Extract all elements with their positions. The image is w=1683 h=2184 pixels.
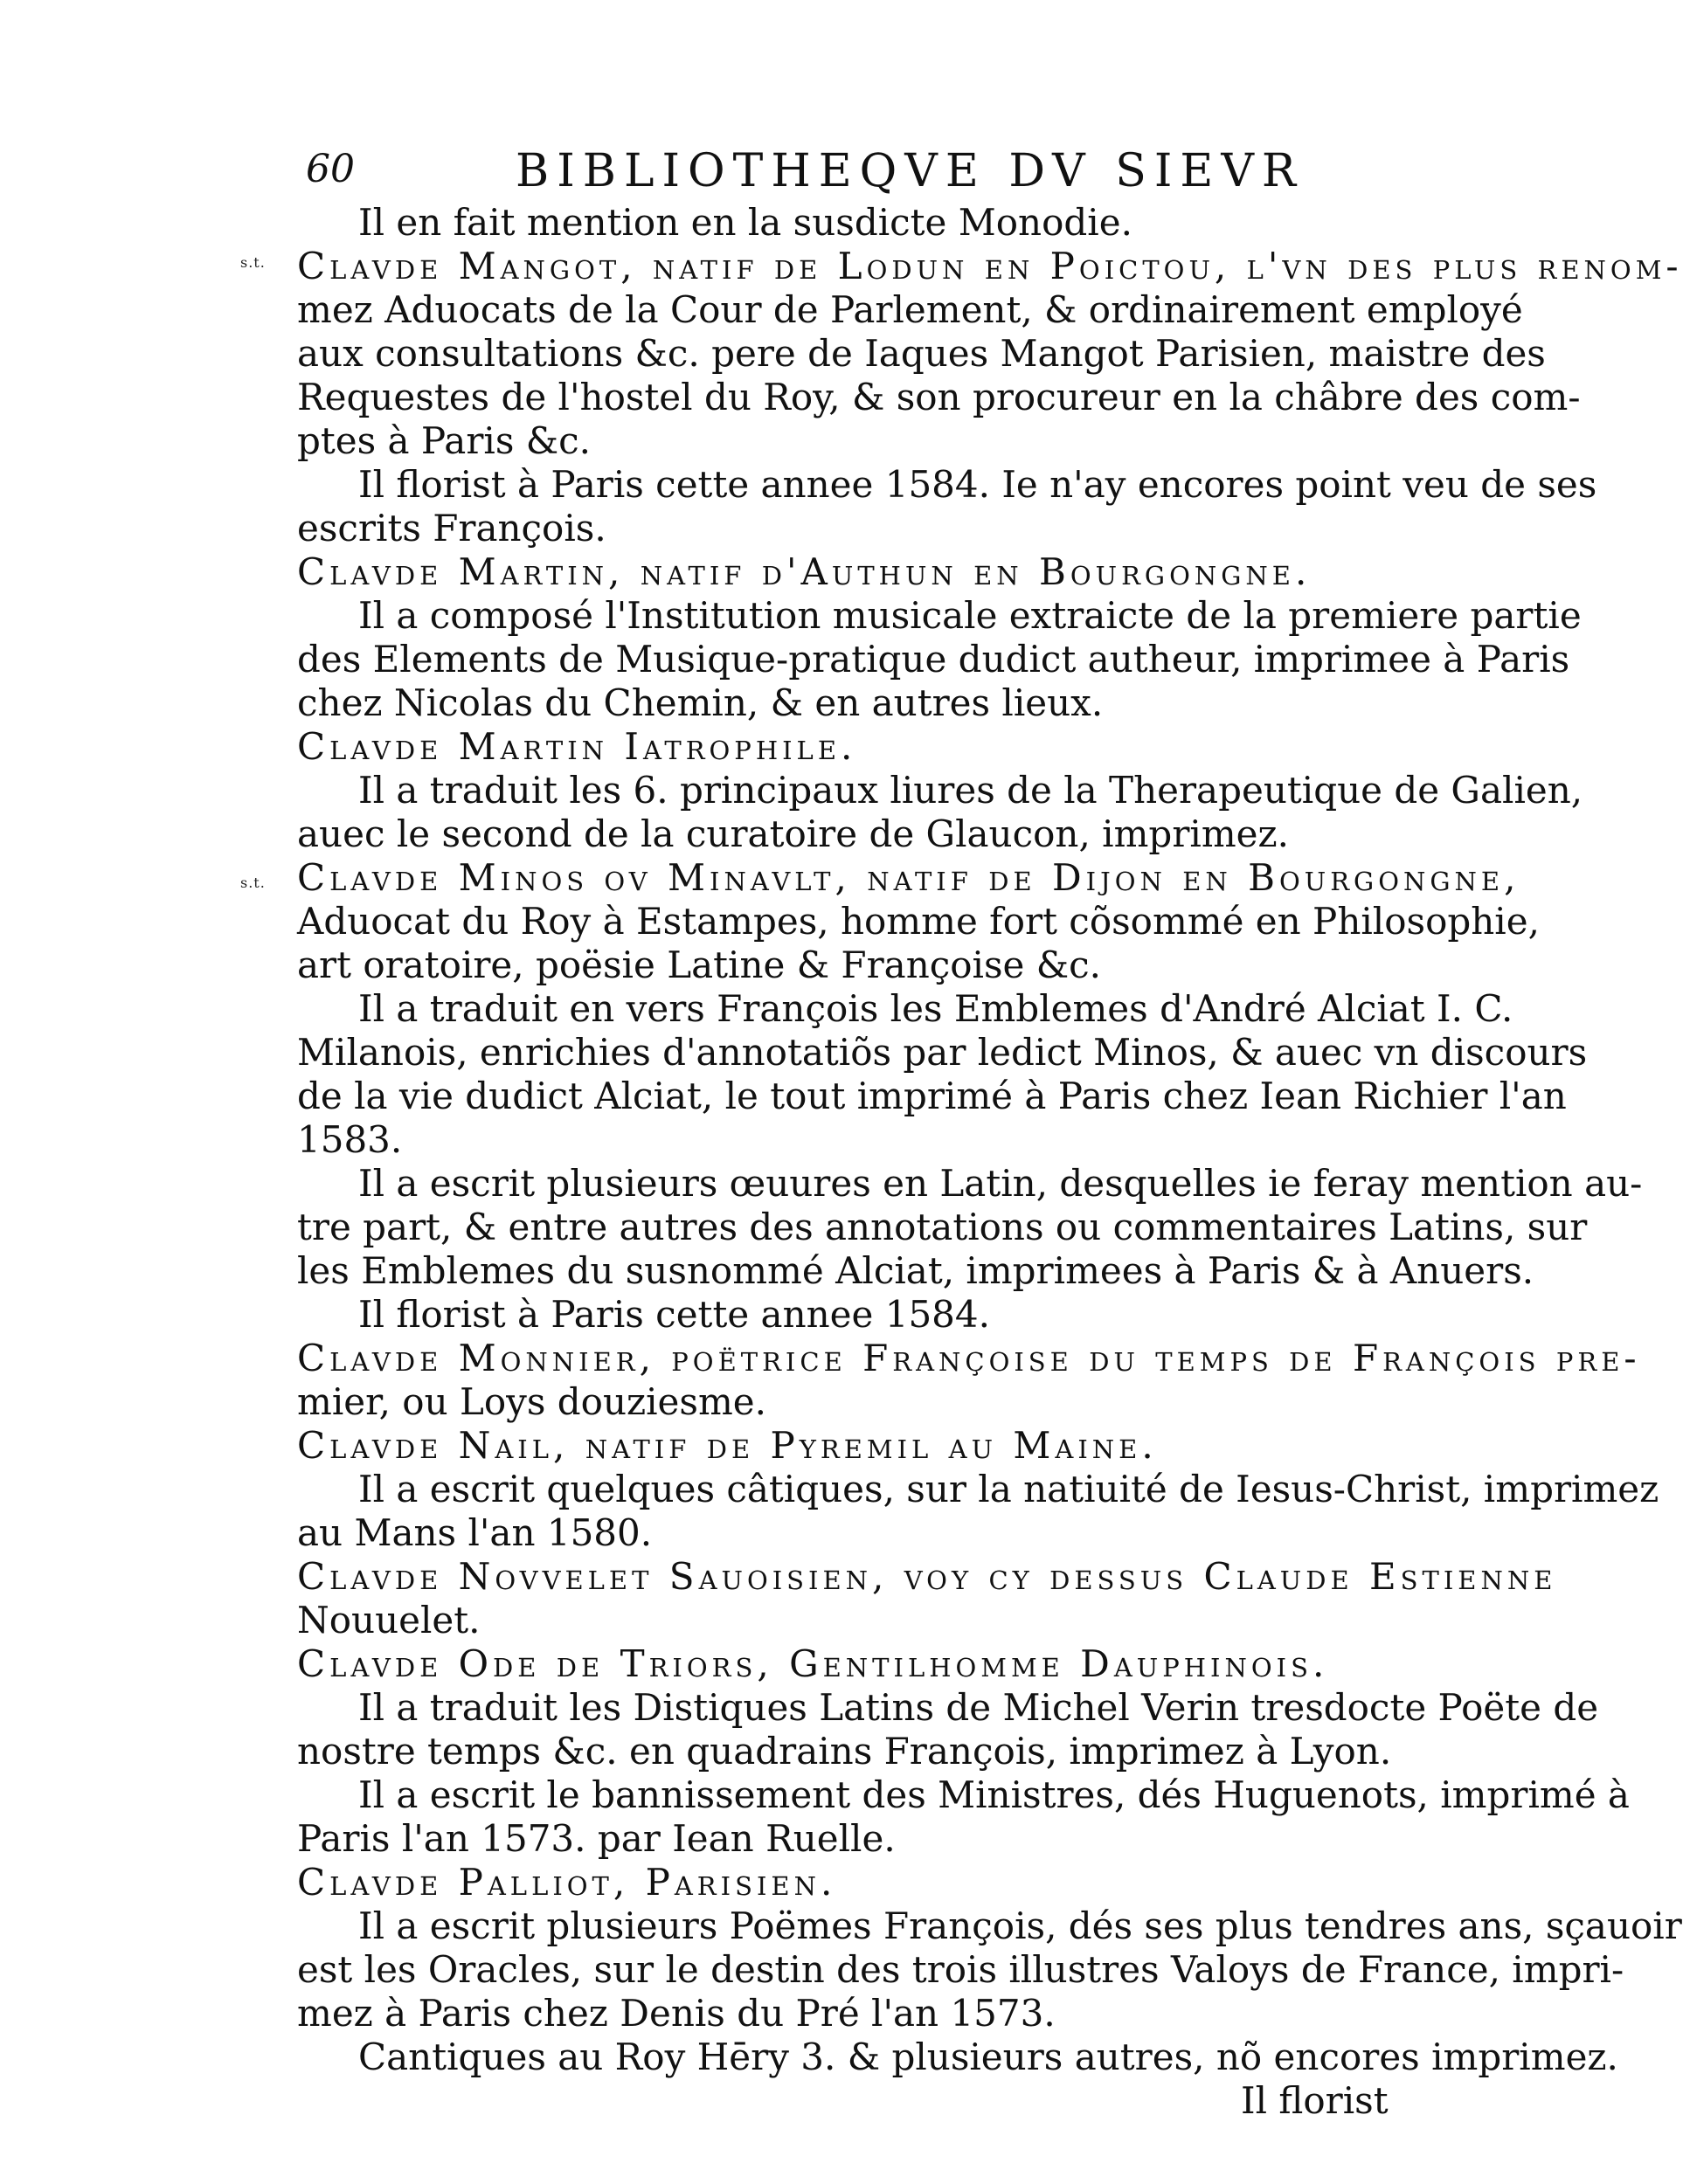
entry-heading: Clavde Nail, natif de Pyremil au Maine. bbox=[297, 1424, 1158, 1467]
entry-heading: Clavde Novvelet Sauoisien, voy cy dessus Claude Estienne bbox=[297, 1555, 1557, 1598]
text-line: Il en fait mention en la susdicte Monodie. bbox=[358, 201, 1132, 244]
text-line: Il a escrit quelques câtiques, sur la natiuité de Iesus-Christ, imprimez bbox=[358, 1468, 1659, 1510]
entry-heading: Clavde Mangot, natif de Lodun en Poictou, l'vn des plus renom- bbox=[297, 245, 1683, 287]
entry-heading: Clavde Minos ov Minavlt, natif de Dijon en Bourgongne, bbox=[297, 856, 1520, 899]
page-number: 60 bbox=[306, 147, 355, 191]
text-line: Aduocat du Roy à Estampes, homme fort cõsommé en Philosophie, bbox=[297, 900, 1540, 943]
text-line: Il a traduit les 6. principaux liures de la Therapeutique de Galien, bbox=[358, 769, 1583, 812]
text-line: mez Aduocats de la Cour de Parlement, & ordinairement employé bbox=[297, 288, 1523, 331]
margin-note: s.t. bbox=[240, 254, 266, 271]
text-line: 1583. bbox=[297, 1118, 403, 1161]
text-line: chez Nicolas du Chemin, & en autres lieux. bbox=[297, 681, 1104, 724]
text-line: Il a traduit en vers François les Emblemes d'André Alciat I. C. bbox=[358, 987, 1513, 1030]
text-line: Requestes de l'hostel du Roy, & son procureur en la châbre des com- bbox=[297, 376, 1581, 418]
text-line: au Mans l'an 1580. bbox=[297, 1511, 653, 1554]
text-line: de la vie dudict Alciat, le tout imprimé à Paris chez Iean Richier l'an bbox=[297, 1075, 1567, 1117]
text-line: Cantiques au Roy Hēry 3. & plusieurs autres, nõ encores imprimez. bbox=[358, 2035, 1618, 2078]
text-line: Nouuelet. bbox=[297, 1599, 481, 1641]
text-line: mez à Paris chez Denis du Pré l'an 1573. bbox=[297, 1992, 1056, 2035]
entry-heading: Clavde Martin, natif d'Authun en Bourgongne. bbox=[297, 550, 1312, 593]
text-line: tre part, & entre autres des annotations ou commentaires Latins, sur bbox=[297, 1206, 1588, 1248]
running-title: BIBLIOTHEQVE DV SIEVR bbox=[516, 145, 1305, 197]
page-header bbox=[306, 147, 1398, 208]
entry-heading: Clavde Martin Iatrophile. bbox=[297, 725, 857, 768]
text-line: art oratoire, poësie Latine & Françoise &c. bbox=[297, 943, 1102, 986]
text-line: mier, ou Loys douziesme. bbox=[297, 1380, 766, 1423]
text-line: Paris l'an 1573. par Iean Ruelle. bbox=[297, 1817, 896, 1860]
text-line: Il a escrit plusieurs œuures en Latin, desquelles ie feray mention au- bbox=[358, 1162, 1643, 1205]
text-line: Il a traduit les Distiques Latins de Michel Verin tresdocte Poëte de bbox=[358, 1686, 1599, 1729]
entry-heading: Clavde Monnier, poëtrice Françoise du temps de François pre- bbox=[297, 1337, 1641, 1379]
entry-heading: Clavde Ode de Triors, Gentilhomme Dauphinois. bbox=[297, 1642, 1329, 1685]
text-line: Milanois, enrichies d'annotatiõs par ledict Minos, & auec vn discours bbox=[297, 1031, 1588, 1074]
text-line: Il a composé l'Institution musicale extraicte de la premiere partie bbox=[358, 594, 1582, 637]
text-line: escrits François. bbox=[297, 507, 606, 549]
margin-note: s.t. bbox=[240, 874, 266, 891]
entry-heading: Clavde Palliot, Parisien. bbox=[297, 1861, 837, 1904]
text-line: nostre temps &c. en quadrains François, imprimez à Lyon. bbox=[297, 1730, 1392, 1773]
text-line: les Emblemes du susnommé Alciat, imprimees à Paris & à Anuers. bbox=[297, 1249, 1534, 1292]
text-line: ptes à Paris &c. bbox=[297, 419, 591, 462]
text-line: Il florist à Paris cette annee 1584. Ie n'ay encores point veu de ses bbox=[358, 463, 1597, 506]
text-line: Il florist à Paris cette annee 1584. bbox=[358, 1293, 990, 1336]
text-line: Il a escrit plusieurs Poëmes François, dés ses plus tendres ans, sçauoir bbox=[358, 1904, 1682, 1947]
text-line: Il a escrit le bannissement des Ministres, dés Huguenots, imprimé à bbox=[358, 1773, 1630, 1816]
text-line: auec le second de la curatoire de Glaucon, imprimez. bbox=[297, 812, 1289, 855]
text-line: aux consultations &c. pere de Iaques Mangot Parisien, maistre des bbox=[297, 332, 1546, 375]
catchword: Il florist bbox=[1241, 2079, 1389, 2122]
text-line: des Elements de Musique-pratique dudict autheur, imprimee à Paris bbox=[297, 638, 1570, 681]
text-line: est les Oracles, sur le destin des trois illustres Valoys de France, impri- bbox=[297, 1948, 1624, 1991]
